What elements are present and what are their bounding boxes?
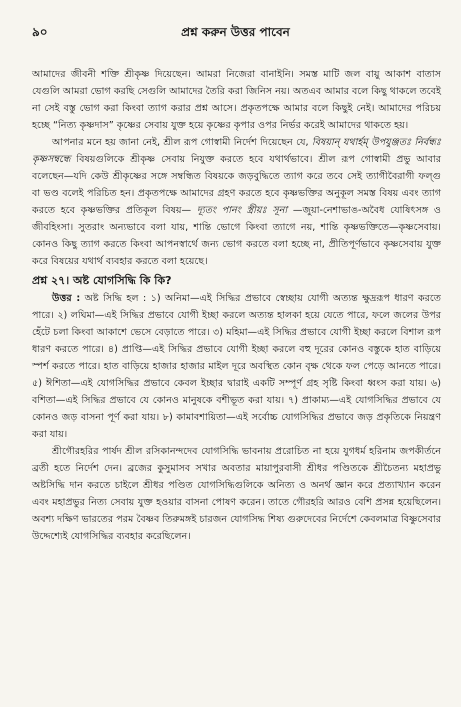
page-body	[32, 66, 441, 545]
running-title: প্রশ্ন করুন উত্তর পাবেন	[181, 25, 290, 39]
paragraph-1: আমাদের জীবনী শক্তি শ্রীকৃষ্ণ দিয়েছেন। আমরা নিজেরা বানাইনি। সমস্ত মাটি জল বায়ু আকাশ বাতাস যেগুলি আমরা ভোগ করছি সেগুলি আমাদের তৈরি করা জিনিস নয়। অতএব আমার বলে কিছু থাকলে তবেই না সেই বস্তু ভোগ করা কিংবা ত্যাগ করার প্রশ্ন আসে। প্রকৃতপক্ষে আমার বলে কিছুই নেই। আমাদের পরিচয় হচ্ছে “নিত্য কৃষ্ণদাস” কৃষ্ণের সেবায় যুক্ত হয়ে কৃষ্ণের কৃপার ওপর নির্ভর করেই আমাদের থাকতে হয়।	[32, 69, 441, 131]
sanskrit-quote-1: বিষয়ান্ যথার্হম্ উপযুঞ্জতঃ নির্বন্ধঃ কৃষ্ণসম্বন্ধে	[32, 137, 441, 165]
paragraph-2	[32, 134, 441, 270]
paragraph-2-tail: —জুয়া-নেশাভাঙ-অবৈধ যোষিৎসঙ্গ ও জীবহিংসা। সুতরাং অন্যভাবে বলা যায়, শান্তি ভোগে কিংবা ত্যাগে নয়, শান্তি কৃষ্ণভক্তিতে—কৃষ্ণসেবায়। কোনও কিছু ত্যাগ করতে কিংবা আপনস্বার্থে জন্য ভোগ করতে বলা হচ্ছে না, প্রীতিপূর্ণভাবে কৃষ্ণসেবায় যুক্ত করে বিষয়ের যথার্থ ব্যবহার করতে বলা হয়েছে।	[32, 205, 441, 267]
page-number: ৯০	[32, 25, 48, 39]
sanskrit-quote-2: দ্যূতং পানং স্ত্রীয়ঃ সূনা	[196, 205, 288, 216]
paragraph-2-lead: আপনার মনে হয় জানা নেই, শ্রীল রূপ গোস্বামী নির্দেশ দিয়েছেন যে,	[52, 137, 309, 148]
answer-text: অষ্ট সিদ্ধি হল : ১) অনিমা—এই সিদ্ধির প্রভাবে স্বেচ্ছায় যোগী অত্যন্ত ক্ষুদ্ররূপ ধারণ করতে পারে। ২) লঘিমা—এই সিদ্ধির প্রভাবে যোগী ইচ্ছা করলে অত্যন্ত হালকা হয়ে যেতে পারে, ফলে জলের উপর হেঁটে চলা কিংবা আকাশে ভেসে বেড়াতে পারে। ৩) মহিমা—এই সিদ্ধির প্রভাবে যোগী ইচ্ছা করলে বিশাল রূপ ধারণ করতে পারে। ৪) প্রাপ্তি—এই সিদ্ধির প্রভাবে যোগী ইচ্ছা করলে বহু দূরের কোনও বস্তুকে হাত বাড়িয়ে স্পর্শ করতে পারে। হাত বাড়িয়ে হাজার হাজার মাইল দূরে অবস্থিত কোন বৃক্ষ থেকে ফল পেড়ে আনতে পারে। ৫) ঈশিতা—এই যোগসিদ্ধির প্রভাবে কেবল ইচ্ছার দ্বারাই একটি সম্পূর্ণ গ্রহ সৃষ্টি কিংবা ধ্বংস করা যায়। ৬) বশিতা—এই সিদ্ধির প্রভাবে যে কোনও মানুষকে বশীভূত করা যায়। ৭) প্রাকাম্য—এই যোগসিদ্ধির প্রভাবে যে কোনও জড় বাসনা পূর্ণ করা যায়। ৮) কামাবশায়িতা—এই সর্বোচ্চ যোগসিদ্ধির প্রভাবে জড় প্রকৃতিকে নিয়ন্ত্রণ করা যায়।	[32, 293, 441, 440]
question-heading: প্রশ্ন ২৭। অষ্ট যোগসিদ্ধি কি কি?	[32, 274, 172, 287]
paragraph-2-mid: বিষয়গুলিকে শ্রীকৃষ্ণ সেবায় নিযুক্ত করতে হবে যথার্থভাবে। শ্রীল রূপ গোস্বামী প্রভু আবার বলেছেন—যদি কেউ শ্রীকৃষ্ণের সঙ্গে সম্বন্ধিত বিষয়কে জড়বুদ্ধিতে ত্যাগ করে তবে সেই ত্যাগীবৈরাগী ফল্গু বা ভণ্ড বলেই পরিচিত হন। প্রকৃতপক্ষে আমাদের গ্রহণ করতে হবে কৃষ্ণভক্তির অনুকূল সমস্ত বিষয় এবং ত্যাগ করতে হবে কৃষ্ণভক্তির প্রতিকূল বিষয়—	[32, 154, 441, 216]
answer-paragraph	[32, 290, 441, 443]
page-header	[32, 24, 439, 42]
paragraph-4: শ্রীগৌরহরির পার্ষদ শ্রীল রসিকানন্দদেব যোগসিদ্ধি ভাবনায় প্ররোচিত না হয়ে যুগধর্ম হরিনাম জপকীর্তনে ব্রতী হতে নির্দেশ দেন। ব্রজের কুসুমাসব সখার অবতার মায়াপুরবাসী শ্রীধর পণ্ডিতকে শ্রীচৈতন্য মহাপ্রভু অষ্টসিদ্ধি দান করতে চাইলে শ্রীধর পণ্ডিত যোগসিদ্ধিগুলিকে অনিত্য ও অনর্থ জ্ঞান করে প্রত্যাখ্যান করেন এবং মহাপ্রভুর নিত্য সেবায় যুক্ত হওয়ার বাসনা পোষণ করেন। তাতে গৌরহরি আরও বেশি প্রসন্ন হয়েছিলেন। অবশ্য দক্ষিণ ভারতের পরম বৈষ্ণব তিরুমঙ্গই চারজন যোগসিদ্ধ শিষ্য গুরুদেবের নির্দেশে কেবলমাত্র বিষ্ণুসেবার উদ্দেশ্যেই যোগসিদ্ধির ব্যবহার করেছিলেন।	[32, 446, 441, 542]
answer-label: উত্তর :	[52, 293, 81, 304]
